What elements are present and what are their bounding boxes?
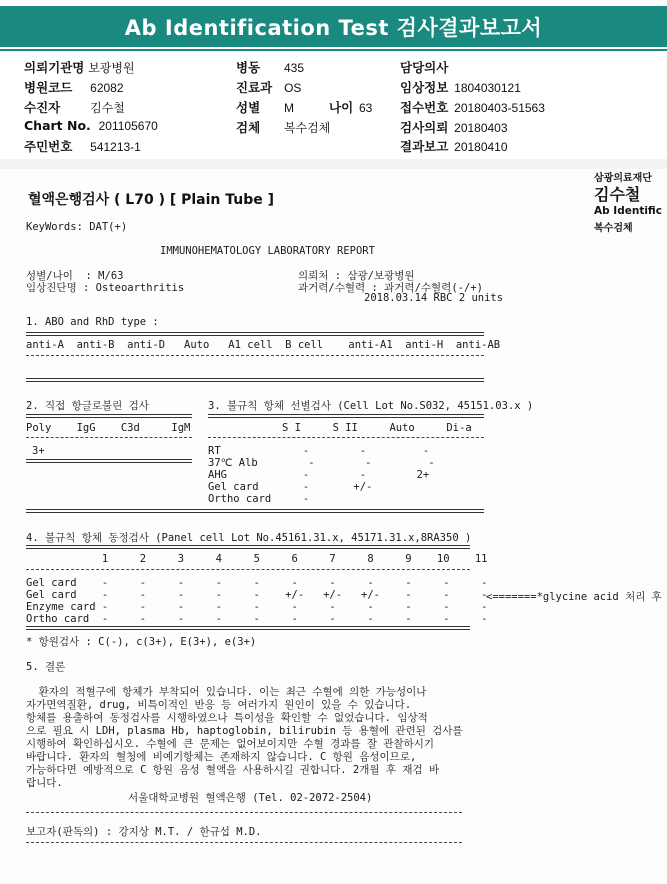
lab-report-title: IMMUNOHEMATOLOGY LABORATORY REPORT	[160, 245, 375, 257]
dashed-rule	[26, 355, 484, 356]
dashed-rule	[26, 437, 192, 438]
hospital-name-field: 의뢰기관명 보광병원	[24, 60, 135, 75]
stamp-test-name: Ab Identific	[594, 205, 662, 217]
screen-row: Gel card - +/-	[208, 481, 373, 493]
double-rule	[26, 332, 484, 336]
panel-columns: 1 2 3 4 5 6 7 8 9 10 11	[26, 553, 488, 565]
panel-row: Gel card - - - - - +/- +/- +/- - - -	[26, 589, 488, 601]
sex-age: 성별/나이 : M/63	[26, 270, 124, 282]
dashed-rule	[26, 569, 470, 570]
double-rule	[26, 509, 484, 513]
accession-no-field: 접수번호 20180403-51563	[400, 100, 545, 115]
department-field: 진료과 OS	[236, 80, 302, 95]
glycine-note: <=======*glycine acid 처리 후	[486, 591, 662, 603]
conclusion-line: 환자의 적혈구에 항체가 부착되어 있습니다. 이는 최근 수혈에 의한 가능성이나	[26, 686, 427, 698]
stamp-patient-name: 김수철	[594, 185, 641, 204]
screen-columns: S I S II Auto Di-a	[282, 422, 472, 434]
chart-no-field: Chart No. 201105670	[24, 118, 158, 133]
reporter: 보고자(판독의) : 강지상 M.T. / 한규섭 M.D.	[26, 826, 262, 838]
stamp-specimen: 복수검체	[594, 223, 633, 234]
double-rule	[26, 626, 470, 630]
double-rule	[208, 414, 484, 418]
screen-row: Ortho card -	[208, 493, 310, 505]
screen-section-title: 3. 불규칙 항체 선별검사 (Cell Lot No.S032, 45151.03.x )	[208, 400, 534, 412]
double-rule	[26, 414, 192, 418]
dat-result: 3+	[32, 445, 45, 457]
section-separator	[0, 159, 667, 169]
transfusion-history: 과거력/수혈력 : 과거력/수혈력(-/+)	[298, 282, 483, 294]
dat-section-title: 2. 직접 항글로불린 검사	[26, 400, 149, 412]
conclusion-line: 가능하다면 예방적으로 C 항원 음성 혈액을 사용하시길 권합니다. 2개월 후 재검 바	[26, 764, 440, 776]
transfusion-history-detail: 2018.03.14 RBC 2 units	[364, 292, 504, 304]
conclusion-line: 자가면역질환, drug, 비특이적인 반응 등 여러가지 원인이 있을 수 있습니다.	[26, 699, 412, 711]
double-rule	[26, 545, 470, 549]
double-rule	[26, 378, 484, 382]
hospital-code-field: 병원코드 62082	[24, 80, 124, 95]
panel-section-title: 4. 불규칙 항체 동정검사 (Panel cell Lot No.45161.31.x, 45171.31.x,8RA350 )	[26, 532, 472, 544]
specimen-field: 검체 복수검체	[236, 120, 331, 135]
clinical-info-field: 임상정보 1804030121	[400, 80, 521, 95]
requester: 의뢰처 : 삼광/보광병원	[298, 270, 415, 282]
double-rule	[26, 459, 192, 463]
diagnosis: 임상진단명 : Osteoarthritis	[26, 282, 185, 294]
dat-columns: Poly IgG C3d IgM	[26, 422, 191, 434]
conclusion-title: 5. 결론	[26, 661, 66, 673]
resident-no-field: 주민번호 541213-1	[24, 139, 141, 154]
conclusion-line: 으로 필요 시 LDH, plasma Hb, haptoglobin, bilirubin 등 용혈에 관련된 검사를	[26, 725, 463, 737]
conclusion-line: 바랍니다. 환자의 혈청에 비예기항체는 존재하지 않습니다. C 항원 음성이므로,	[26, 751, 417, 763]
dashed-rule	[26, 842, 462, 843]
screen-row: 37℃ Alb - - -	[208, 457, 435, 469]
dashed-rule	[208, 437, 484, 438]
lab-contact: 서울대학교병원 혈액은행 (Tel. 02-2072-2504)	[128, 792, 373, 804]
screen-row: RT - - -	[208, 445, 430, 457]
ward-field: 병동 435	[236, 60, 305, 75]
request-date-field: 검사의뢰 20180403	[400, 120, 508, 135]
dashed-rule	[26, 812, 462, 813]
panel-row: Enzyme card - - - - - - - - - - -	[26, 601, 488, 613]
sex-field: 성별 M	[236, 100, 294, 115]
conclusion-line: 랍니다.	[26, 777, 63, 789]
banner-divider	[0, 49, 667, 51]
conclusion-line: 항체를 용출하여 동정검사를 시행하였으나 특이성을 확인할 수 없었습니다. 임상적	[26, 712, 428, 724]
abo-section-title: 1. ABO and RhD type :	[26, 316, 159, 328]
report-date-field: 결과보고 20180410	[400, 139, 508, 154]
test-title: 혈액은행검사 ( L70 ) [ Plain Tube ]	[28, 192, 275, 208]
patient-name-field: 수진자 김수철	[24, 100, 125, 115]
conclusion-line: 시행하여 확인하십시오. 수혈에 큰 문제는 없어보이지만 수혈 경과를 잘 관찰하시기	[26, 738, 435, 750]
stamp-institution: 삼광의료재단	[594, 173, 652, 184]
report-title-banner	[0, 6, 667, 47]
antigen-result: * 항원검사 : C(-), c(3+), E(3+), e(3+)	[26, 636, 257, 648]
panel-row: Gel card - - - - - - - - - - -	[26, 577, 488, 589]
report-title: Ab Identification Test 검사결과보고서	[124, 15, 543, 40]
age-field: 나이 63	[329, 100, 373, 115]
panel-row: Ortho card - - - - - - - - - - -	[26, 613, 488, 625]
doctor-field: 담당의사	[400, 60, 449, 75]
abo-columns: anti-A anti-B anti-D Auto A1 cell B cell anti-A1 anti-H anti-AB	[26, 339, 501, 351]
keywords: KeyWords: DAT(+)	[26, 221, 128, 233]
screen-row: AHG - - 2+	[208, 469, 430, 481]
